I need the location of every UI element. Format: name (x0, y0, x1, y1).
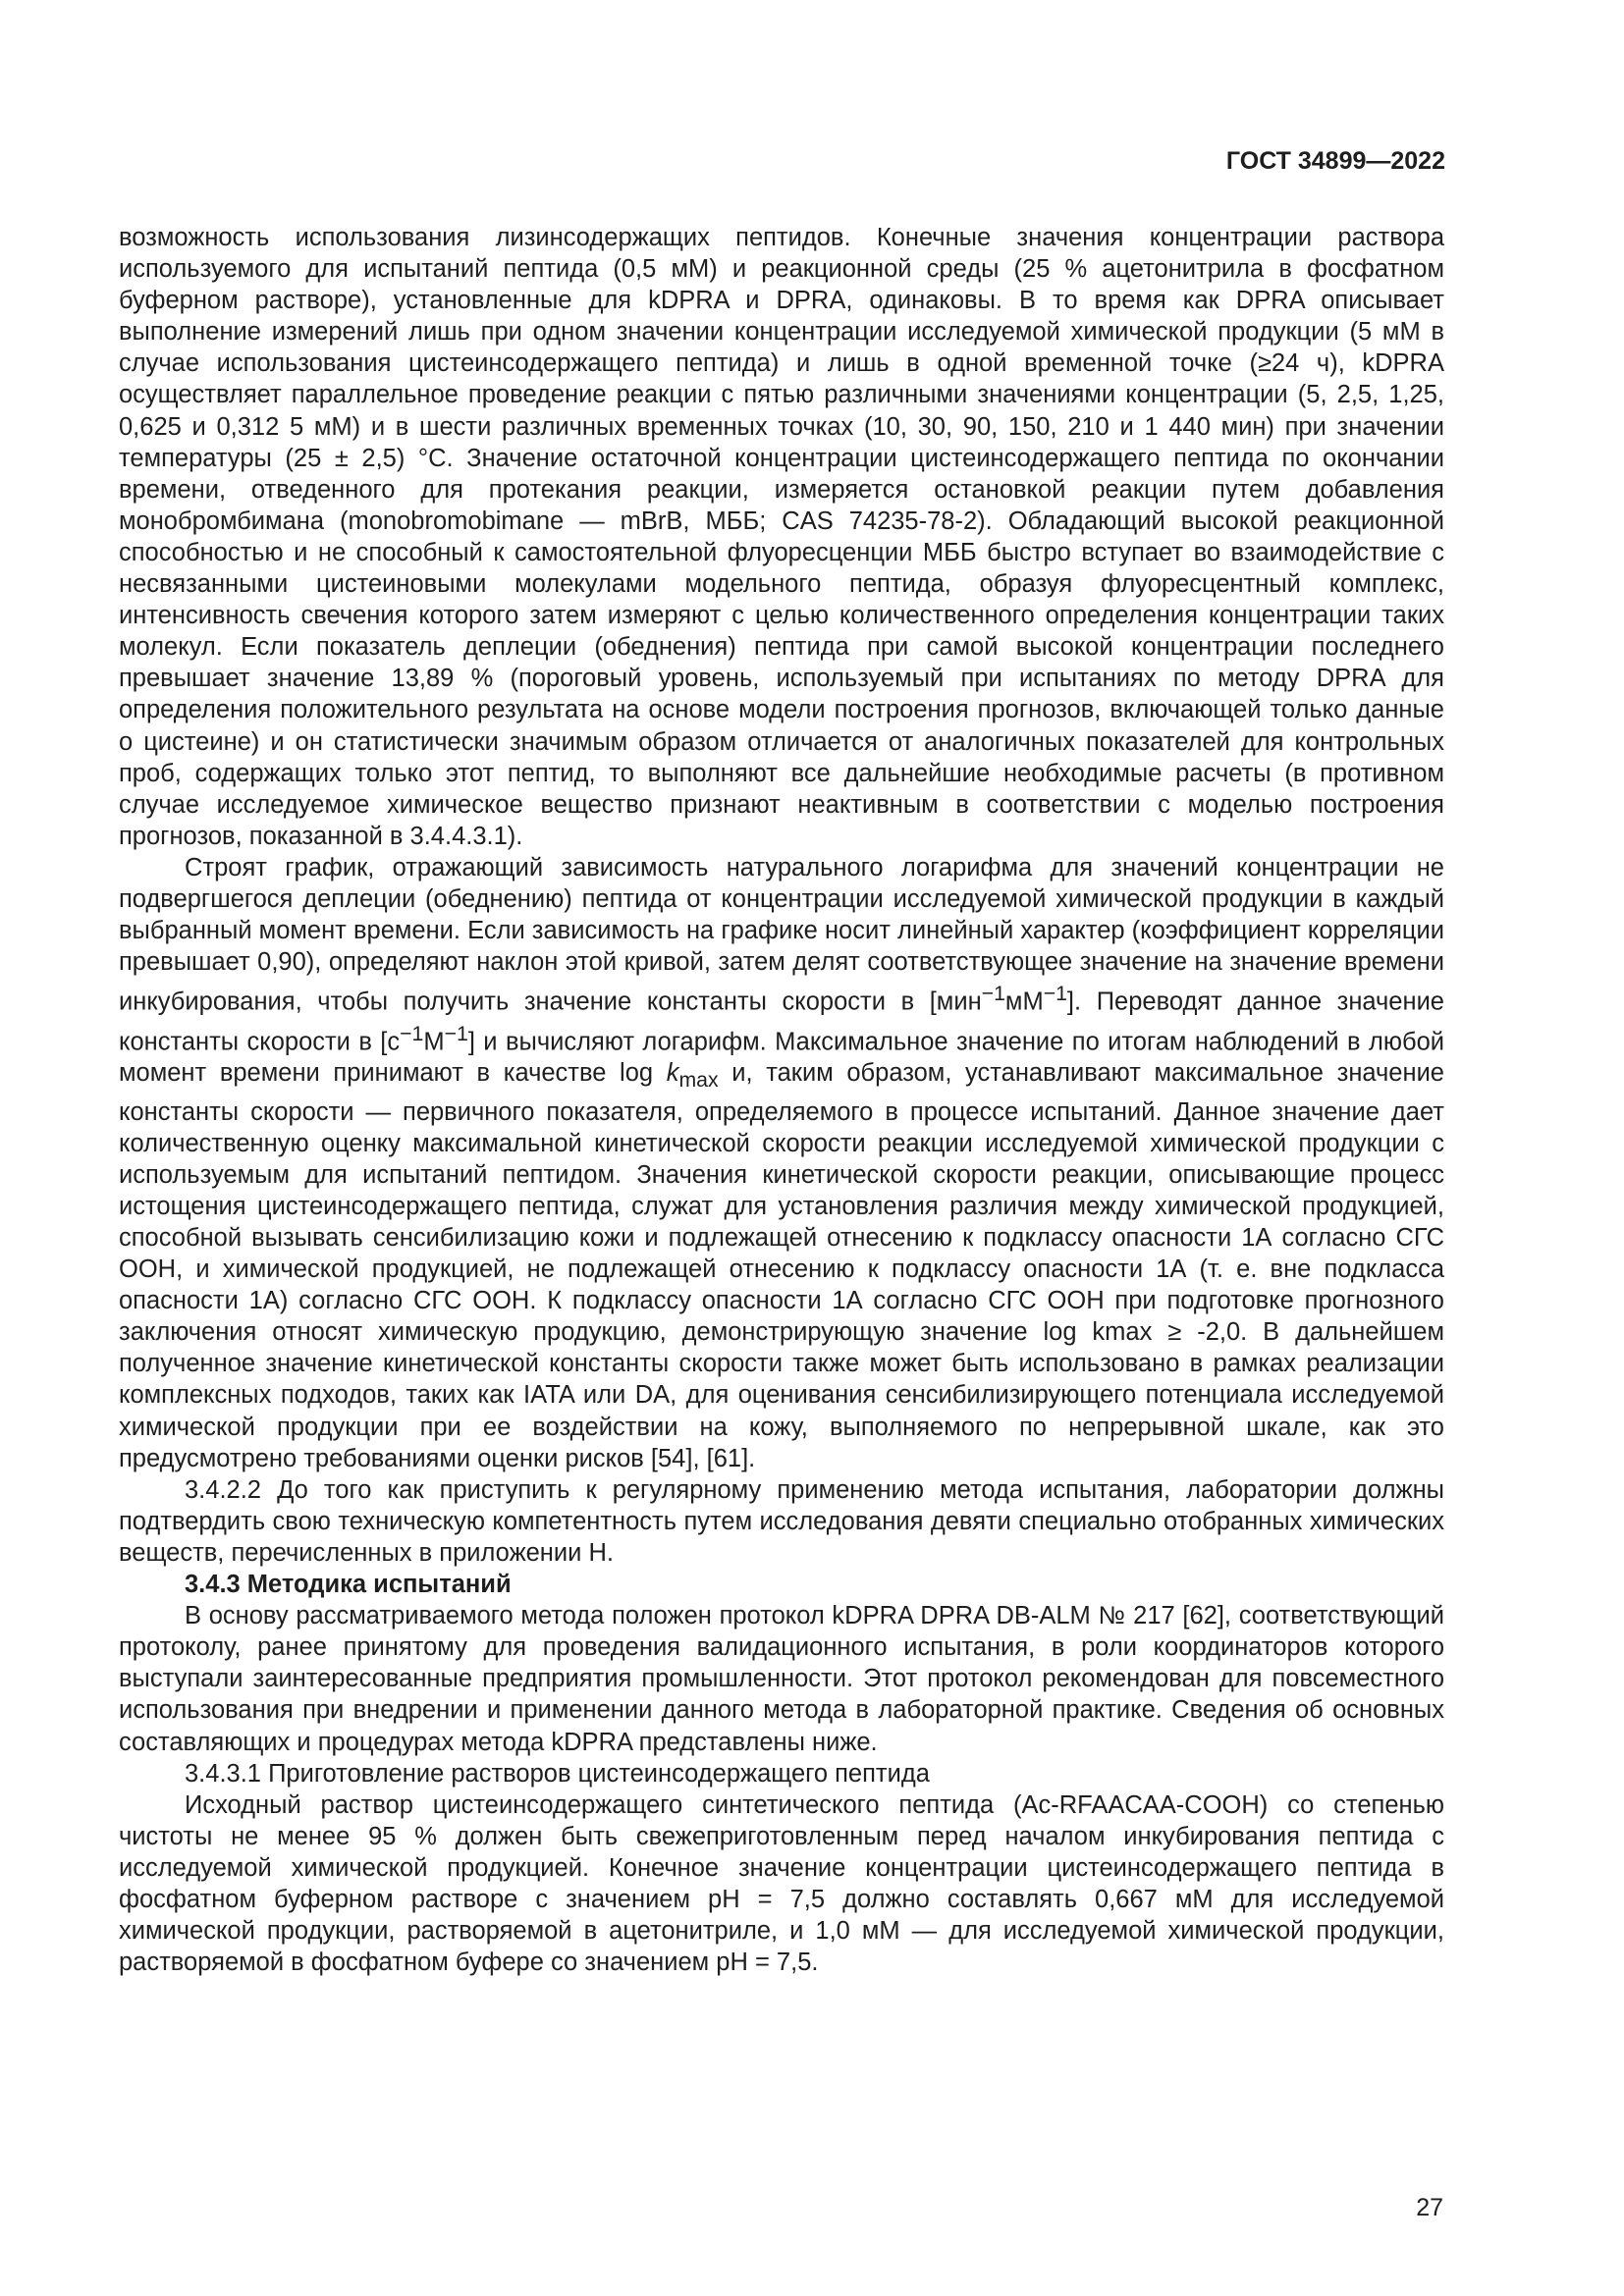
paragraph-text: ] и вычисляют логарифм. Максимальное значение по итогам наблюдений в любой момент времени принимают в качестве log (119, 1028, 1444, 1088)
page-number: 27 (1416, 2194, 1443, 2221)
paragraph-stock-solution: Исходный раствор цистеинсодержащего синтетического пептида (Ac-RFAACAA-COOH) со степенью чистоты не менее 95 % должен быть свежеприготовленным перед началом инкубирования пептида с исследуемой химической продукцией. Конечное значение концентрации цистеинсодержащего пептида в фосфатном буферном растворе с значением pH = 7,5 должно составлять 0,667 мМ для исследуемой химической продукции, растворяемой в ацетонитриле, и 1,0 мМ — для исследуемой химической продукции, растворяемой в фосфатном буфере со значением pH = 7,5. (119, 1790, 1444, 1977)
paragraph-text: мМ (1004, 988, 1044, 1016)
paragraph-rate-constant (119, 852, 1444, 1474)
paragraph-text: Строят график, отражающий зависимость натурального логарифма для значений концентрации не подвергшегося деплеции (обеднению) пептида от концентрации исследуемой химической продукции в каждый выбранный момент времени. Если зависимость на графике носит линейный характер (коэффициент корреляции превышает 0,90), определяют наклон этой кривой, затем делят соответствующее значение на значение времени инкубирования, чтобы получить значение константы скорости в [мин (119, 853, 1444, 1016)
paragraph-text: и, таким образом, устанавливают максимальное значение константы скорости — первичного показателя, определяемого в процессе испытаний. Данное значение дает количественную оценку максимальной кинетической скорости реакции исследуемой химической продукции с используемым для испытаний пептидом. Значения кинетической скорости реакции, описывающие процесс истощения цистеинсодержащего пептида, служат для установления различия между химической продукцией, способной вызывать сенсибилизацию кожи и подлежащей отнесению к подклассу опасности 1А согласно СГС ООН, и химической продукцией, не подлежащей отнесению к подклассу опасности 1А (т. е. вне подкласса опасности 1А) согласно СГС ООН. К подклассу опасности 1А согласно СГС ООН при подготовке прогнозного заключения относят химическую продукцию, демонстрирующую значение log kmax ≥ -2,0. В дальнейшем полученное значение кинетической константы скорости также может быть использовано в рамках реализации комплексных подходов, таких как IATA или DA, для оценивания сенсибилизирующего потенциала исследуемой химической продукции при ее воздействии на кожу, выполняемого по непрерывной шкале, как это предусмотрено требованиями оценки рисков [54], [61]. (119, 1059, 1444, 1472)
subsection-title-3-4-3-1: 3.4.3.1 Приготовление растворов цистеинсодержащего пептида (185, 1759, 930, 1788)
paragraph-protocol: В основу рассматриваемого метода положен протокол kDPRA DPRA DB-ALM № 217 [62], соответствующий протоколу, ранее принятому для проведения валидационного испытания, в роли координаторов которого выступали заинтересованные предприятия промышленности. Этот протокол рекомендован для повсеместного использования при внедрении и применении данного метода в лабораторной практике. Сведения об основных составляющих и процедурах метода kDPRA представлены ниже. (119, 1602, 1444, 1756)
superscript: −1 (400, 1021, 424, 1045)
paragraph-continuation: возможность использования лизинсодержащих пептидов. Конечные значения концентрации раствора используемого для испытаний пептида (0,5 мМ) и реакционной среды (25 % ацетонитрила в фосфатном буферном растворе), установленные для kDPRA и DPRA, одинаковы. В то время как DPRA описывает выполнение измерений лишь при одном значении концентрации исследуемой химической продукции (5 мМ в случае использования цистеинсодержащего пептида) и лишь в одной временной точке (≥24 ч), kDPRA осуществляет параллельное проведение реакции с пятью различными значениями концентрации (5, 2,5, 1,25, 0,625 и 0,312 5 мМ) и в шести различных временных точках (10, 30, 90, 150, 210 и 1 440 мин) при значении температуры (25 ± 2,5) °С. Значение остаточной концентрации цистеинсодержащего пептида по окончании времени, отведенного для протекания реакции, измеряется остановкой реакции путем добавления монобромбимана (monobromobimane — mBrB, МББ; CAS 74235-78-2). Обладающий высокой реакционной способностью и не способный к самостоятельной флуоресценции МББ быстро вступает во взаимодействие с несвязанными цистеиновыми молекулами модельного пептида, образуя флуоресцентный комплекс, интенсивность свечения которого затем измеряют с целью количественного определения концентрации таких молекул. Если показатель деплеции (обеднения) пептида при самой высокой концентрации последнего превышает значение 13,89 % (пороговый уровень, используемый при испытаниях по методу DPRA для определения положительного результата на основе модели построения прогнозов, включающей только данные о цистеине) и он статистически значимым образом отличается от аналогичных показателей для контрольных проб, содержащих только этот пептид, то выполняют все дальнейшие необходимые расчеты (в противном случае исследуемое химическое вещество признают неактивным в соответствии с моделью построения прогнозов, показанной в 3.4.4.3.1). (119, 224, 1444, 850)
superscript: −1 (1043, 982, 1067, 1006)
subscript-max: max (678, 1068, 719, 1093)
superscript: −1 (981, 982, 1005, 1006)
document-body (119, 222, 1444, 1978)
superscript: −1 (444, 1021, 468, 1045)
section-heading-3-4-3: 3.4.3 Методика испытаний (185, 1571, 512, 1599)
paragraph-text: М (423, 1028, 445, 1056)
paragraph-text: ]. Переводят данное значение константы скорости в [с (119, 988, 1444, 1056)
italic-k: k (666, 1059, 679, 1088)
document-code: ГОСТ 34899—2022 (1225, 147, 1445, 175)
paragraph-3-4-2-2: 3.4.2.2 До того как приступить к регулярному применению метода испытания, лаборатории должны подтвердить свою техническую компетентность путем исследования девяти специально отобранных химических веществ, перечисленных в приложении Н. (119, 1475, 1444, 1567)
